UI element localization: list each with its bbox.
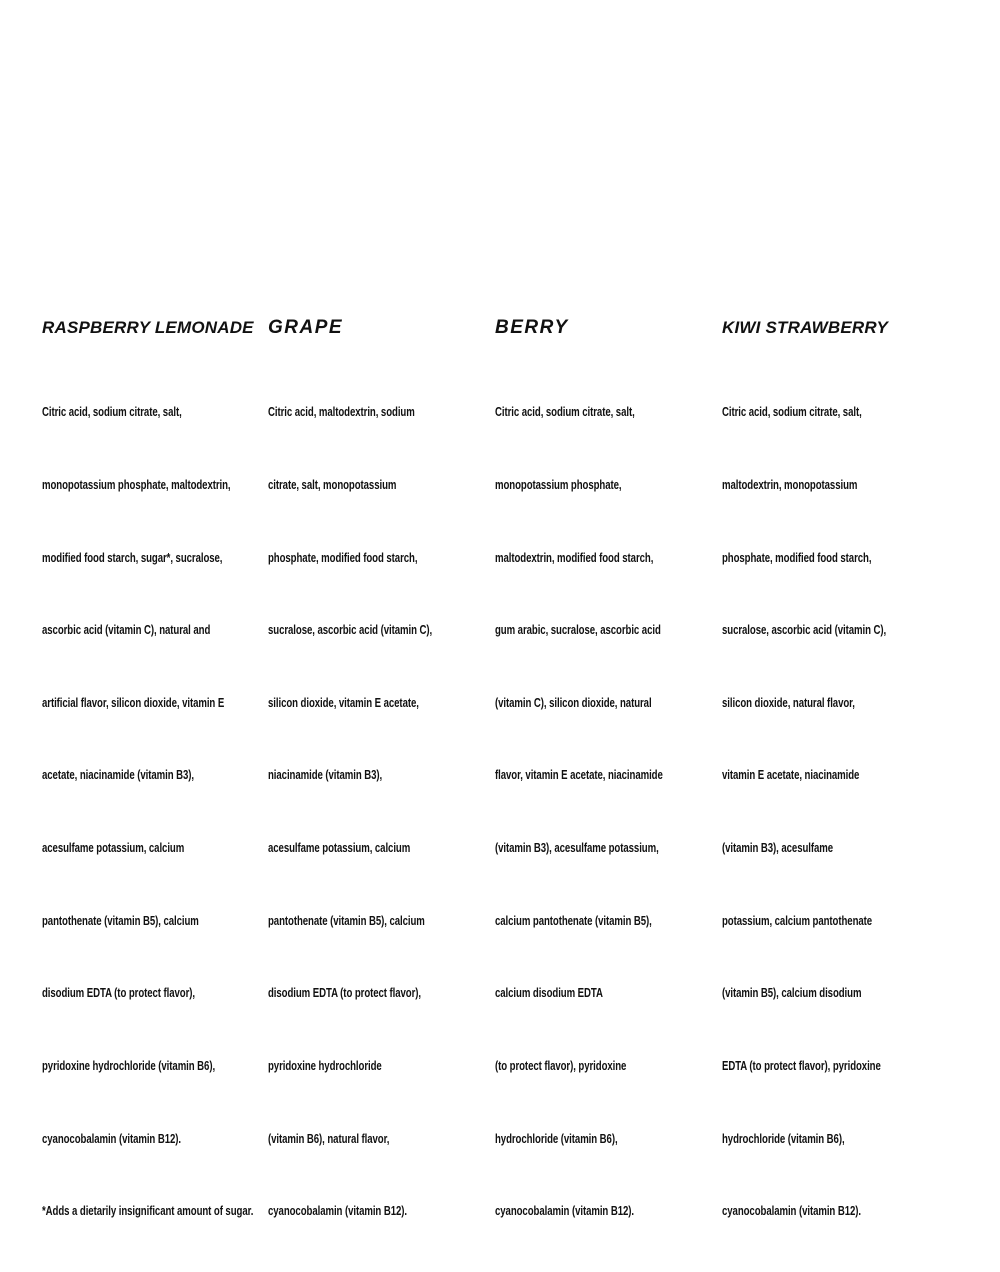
- flavor-column-grape: [268, 318, 490, 1272]
- ingredients-line: EDTA (to protect flavor), pyridoxine: [722, 1057, 881, 1073]
- ingredients-line: pyridoxine hydrochloride: [268, 1057, 382, 1073]
- ingredients-line: gum arabic, sucralose, ascorbic acid: [495, 622, 661, 638]
- ingredients-line: cyanocobalamin (vitamin B12).: [722, 1203, 861, 1219]
- ingredients-line: silicon dioxide, natural flavor,: [722, 694, 855, 710]
- flavor-column-kiwi-strawberry: [722, 318, 944, 1272]
- flavor-title: RASPBERRY LEMONADE: [42, 318, 254, 337]
- ingredients-line: (vitamin C), silicon dioxide, natural: [495, 694, 652, 710]
- ingredients-list: [42, 352, 254, 1272]
- ingredients-line: cyanocobalamin (vitamin B12).: [42, 1130, 181, 1146]
- ingredients-line: monopotassium phosphate,: [495, 477, 622, 493]
- ingredients-line: disodium EDTA (to protect flavor),: [42, 985, 196, 1001]
- ingredients-line: cyanocobalamin (vitamin B12).: [495, 1203, 634, 1219]
- ingredients-line: monopotassium phosphate, maltodextrin,: [42, 477, 231, 493]
- flavor-column-raspberry-lemonade: [42, 318, 264, 1272]
- flavor-title: GRAPE: [268, 317, 344, 338]
- ingredients-line: pantothenate (vitamin B5), calcium: [42, 912, 199, 928]
- flavor-column-berry: [495, 318, 717, 1272]
- ingredients-line: (vitamin B5), calcium disodium: [722, 985, 862, 1001]
- ingredients-line: pyridoxine hydrochloride (vitamin B6),: [42, 1057, 216, 1073]
- ingredients-line: (to protect flavor), pyridoxine: [495, 1057, 627, 1073]
- ingredients-line: sucralose, ascorbic acid (vitamin C),: [722, 622, 887, 638]
- ingredients-line: vitamin E acetate, niacinamide: [722, 767, 860, 783]
- ingredients-line: Citric acid, maltodextrin, sodium: [268, 404, 415, 420]
- ingredients-line: (vitamin B3), acesulfame: [722, 840, 834, 856]
- ingredients-line: artificial flavor, silicon dioxide, vitamin E: [42, 694, 225, 710]
- ingredients-line: sucralose, ascorbic acid (vitamin C),: [268, 622, 433, 638]
- ingredients-line: niacinamide (vitamin B3),: [268, 767, 383, 783]
- ingredients-line: calcium disodium EDTA: [495, 985, 603, 1001]
- ingredients-line: disodium EDTA (to protect flavor),: [268, 985, 422, 1001]
- ingredients-line: calcium pantothenate (vitamin B5),: [495, 912, 652, 928]
- ingredients-line: citrate, salt, monopotassium: [268, 477, 397, 493]
- ingredients-line: ascorbic acid (vitamin C), natural and: [42, 622, 211, 638]
- ingredients-line: flavor, vitamin E acetate, niacinamide: [495, 767, 663, 783]
- sugar-footnote: *Adds a dietarily insignificant amount of sugar.: [42, 1203, 254, 1219]
- ingredients-line: maltodextrin, modified food starch,: [495, 549, 654, 565]
- flavor-title: KIWI STRAWBERRY: [722, 318, 889, 337]
- ingredients-panel: [40, 317, 970, 1219]
- ingredients-line: potassium, calcium pantothenate: [722, 912, 873, 928]
- ingredients-line: Citric acid, sodium citrate, salt,: [42, 404, 182, 420]
- ingredients-line: phosphate, modified food starch,: [722, 549, 872, 565]
- ingredients-line: acetate, niacinamide (vitamin B3),: [42, 767, 195, 783]
- ingredients-list: [268, 352, 432, 1272]
- ingredients-line: acesulfame potassium, calcium: [42, 840, 185, 856]
- ingredients-line: acesulfame potassium, calcium: [268, 840, 411, 856]
- ingredients-line: hydrochloride (vitamin B6),: [722, 1130, 845, 1146]
- ingredients-line: pantothenate (vitamin B5), calcium: [268, 912, 425, 928]
- ingredients-line: maltodextrin, monopotassium: [722, 477, 858, 493]
- ingredients-line: (vitamin B6), natural flavor,: [268, 1130, 390, 1146]
- ingredients-line: cyanocobalamin (vitamin B12).: [268, 1203, 407, 1219]
- ingredients-line: Citric acid, sodium citrate, salt,: [495, 404, 635, 420]
- ingredients-line: silicon dioxide, vitamin E acetate,: [268, 694, 419, 710]
- ingredients-list: [495, 352, 663, 1272]
- ingredients-line: modified food starch, sugar*, sucralose,: [42, 549, 223, 565]
- flavor-title: BERRY: [495, 317, 569, 338]
- ingredients-line: hydrochloride (vitamin B6),: [495, 1130, 618, 1146]
- ingredients-line: Citric acid, sodium citrate, salt,: [722, 404, 862, 420]
- ingredients-line: phosphate, modified food starch,: [268, 549, 418, 565]
- ingredients-list: [722, 352, 886, 1272]
- ingredients-line: (vitamin B3), acesulfame potassium,: [495, 840, 659, 856]
